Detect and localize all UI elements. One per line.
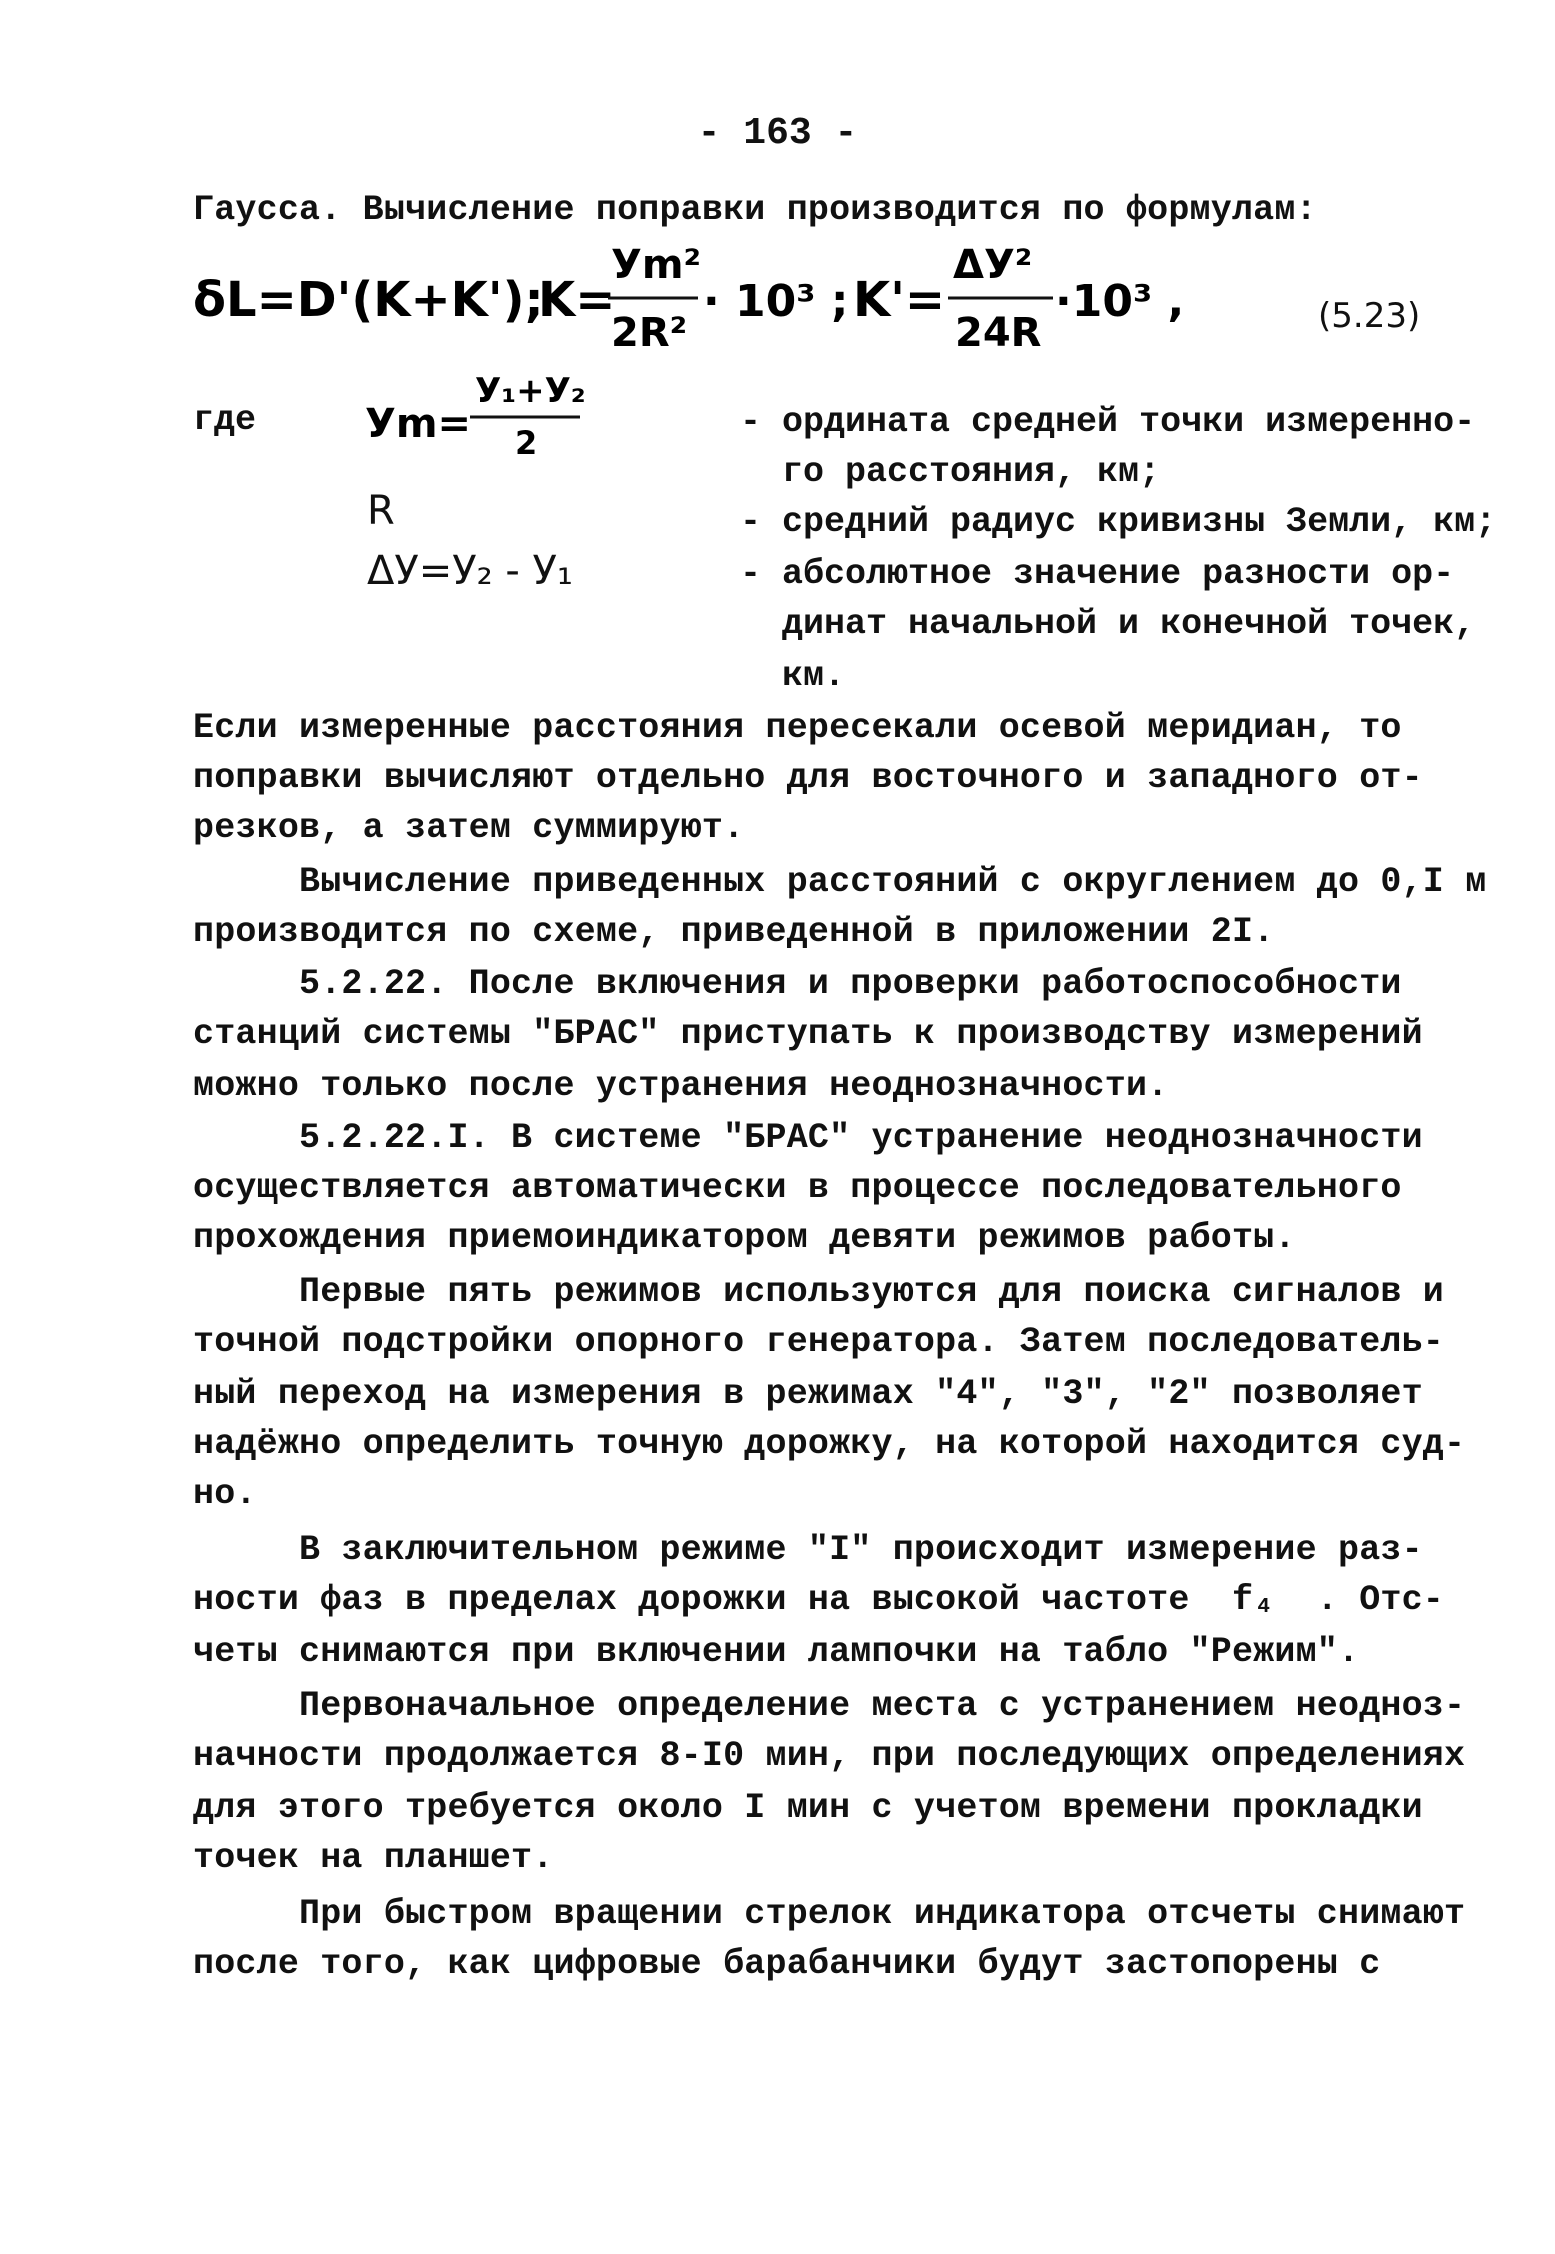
body-line: Если измеренные расстояния пересекали осевой меридиан, то: [193, 708, 1402, 748]
formula-kp-denominator: 24R: [955, 310, 1042, 356]
body-line: точной подстройки опорного генератора. Затем последователь-: [193, 1322, 1445, 1362]
formula-k-denominator: 2R²: [611, 310, 688, 356]
body-line: можно только после устранения неоднозначности.: [193, 1066, 1169, 1106]
body-line: для этого требуется около I мин с учетом времени прокладки: [193, 1788, 1423, 1828]
body-line: четы снимаются при включении лампочки на табло "Режим".: [193, 1632, 1360, 1672]
body-line: прохождения приемоиндикатором девяти режимов работы.: [193, 1218, 1296, 1258]
formula-kp-multiplier: ·10³ ,: [1055, 276, 1185, 327]
formula-k-lhs: K=: [538, 272, 616, 328]
body-line: осуществляется автоматически в процессе последовательного: [193, 1168, 1402, 1208]
formula-kp-numerator: ΔУ²: [953, 242, 1033, 288]
formula-5-23: [193, 228, 1493, 358]
body-line: Первоначальное определение места с устранением неодноз-: [193, 1686, 1466, 1726]
where-desc-4: - абсолютное значение разности ор-: [740, 554, 1455, 594]
r-symbol: R: [367, 488, 395, 534]
dy-symbol: ΔУ=У₂ - У₁: [367, 548, 573, 594]
body-line: начности продолжается 8-I0 мин, при последующих определениях: [193, 1736, 1466, 1776]
body-line: 5.2.22.I. В системе "БРАС" устранение неоднозначности: [193, 1118, 1423, 1158]
body-line: производится по схеме, приведенной в приложении 2I.: [193, 912, 1275, 952]
where-desc-3: - средний радиус кривизны Земли, км;: [740, 502, 1497, 542]
ym-definition: [365, 362, 625, 462]
where-desc-5: динат начальной и конечной точек,: [740, 604, 1476, 644]
body-line: станций системы "БРАС" приступать к производству измерений: [193, 1014, 1423, 1054]
body-line: 5.2.22. После включения и проверки работоспособности: [193, 964, 1402, 1004]
where-desc-1: - ордината средней точки измеренно-: [740, 402, 1476, 442]
ym-numerator: У₁+У₂: [475, 371, 586, 411]
formula-number: (5.23): [1318, 296, 1421, 336]
body-line: резков, а затем суммируют.: [193, 808, 745, 848]
body-line: ности фаз в пределах дорожки на высокой частоте f₄ . Отс-: [193, 1580, 1445, 1620]
body-line: Первые пять режимов используются для поиска сигналов и: [193, 1272, 1445, 1312]
body-line: поправки вычисляют отдельно для восточного и западного от-: [193, 758, 1423, 798]
where-label: где: [193, 400, 257, 440]
body-line: но.: [193, 1474, 257, 1514]
ym-lhs: Уm=: [365, 401, 472, 447]
body-line: При быстром вращении стрелок индикатора отсчеты снимают: [193, 1894, 1466, 1934]
formula-k-multiplier: · 10³ ;: [703, 276, 849, 327]
body-line: точек на планшет.: [193, 1838, 554, 1878]
body-line: ный переход на измерения в режимах "4", "3", "2" позволяет: [193, 1374, 1423, 1414]
formula-kp-lhs: K'=: [853, 272, 946, 328]
where-desc-2: го расстояния, км;: [740, 452, 1161, 492]
body-line: Вычисление приведенных расстояний с округлением до 0,I м: [193, 862, 1487, 902]
ym-denominator: 2: [515, 424, 538, 462]
body-line: В заключительном режиме "I" происходит измерение раз-: [193, 1530, 1423, 1570]
formula-k-numerator: Уm²: [611, 242, 702, 288]
intro-line: Гаусса. Вычисление поправки производится по формулам:: [193, 190, 1317, 230]
where-desc-6: км.: [740, 656, 846, 696]
page-number: - 163 -: [697, 112, 858, 155]
formula-delta-l: δL=D'(K+K');: [193, 272, 544, 328]
body-line: после того, как цифровые барабанчики будут застопорены с: [193, 1944, 1381, 1984]
body-line: надёжно определить точную дорожку, на которой находится суд-: [193, 1424, 1466, 1464]
